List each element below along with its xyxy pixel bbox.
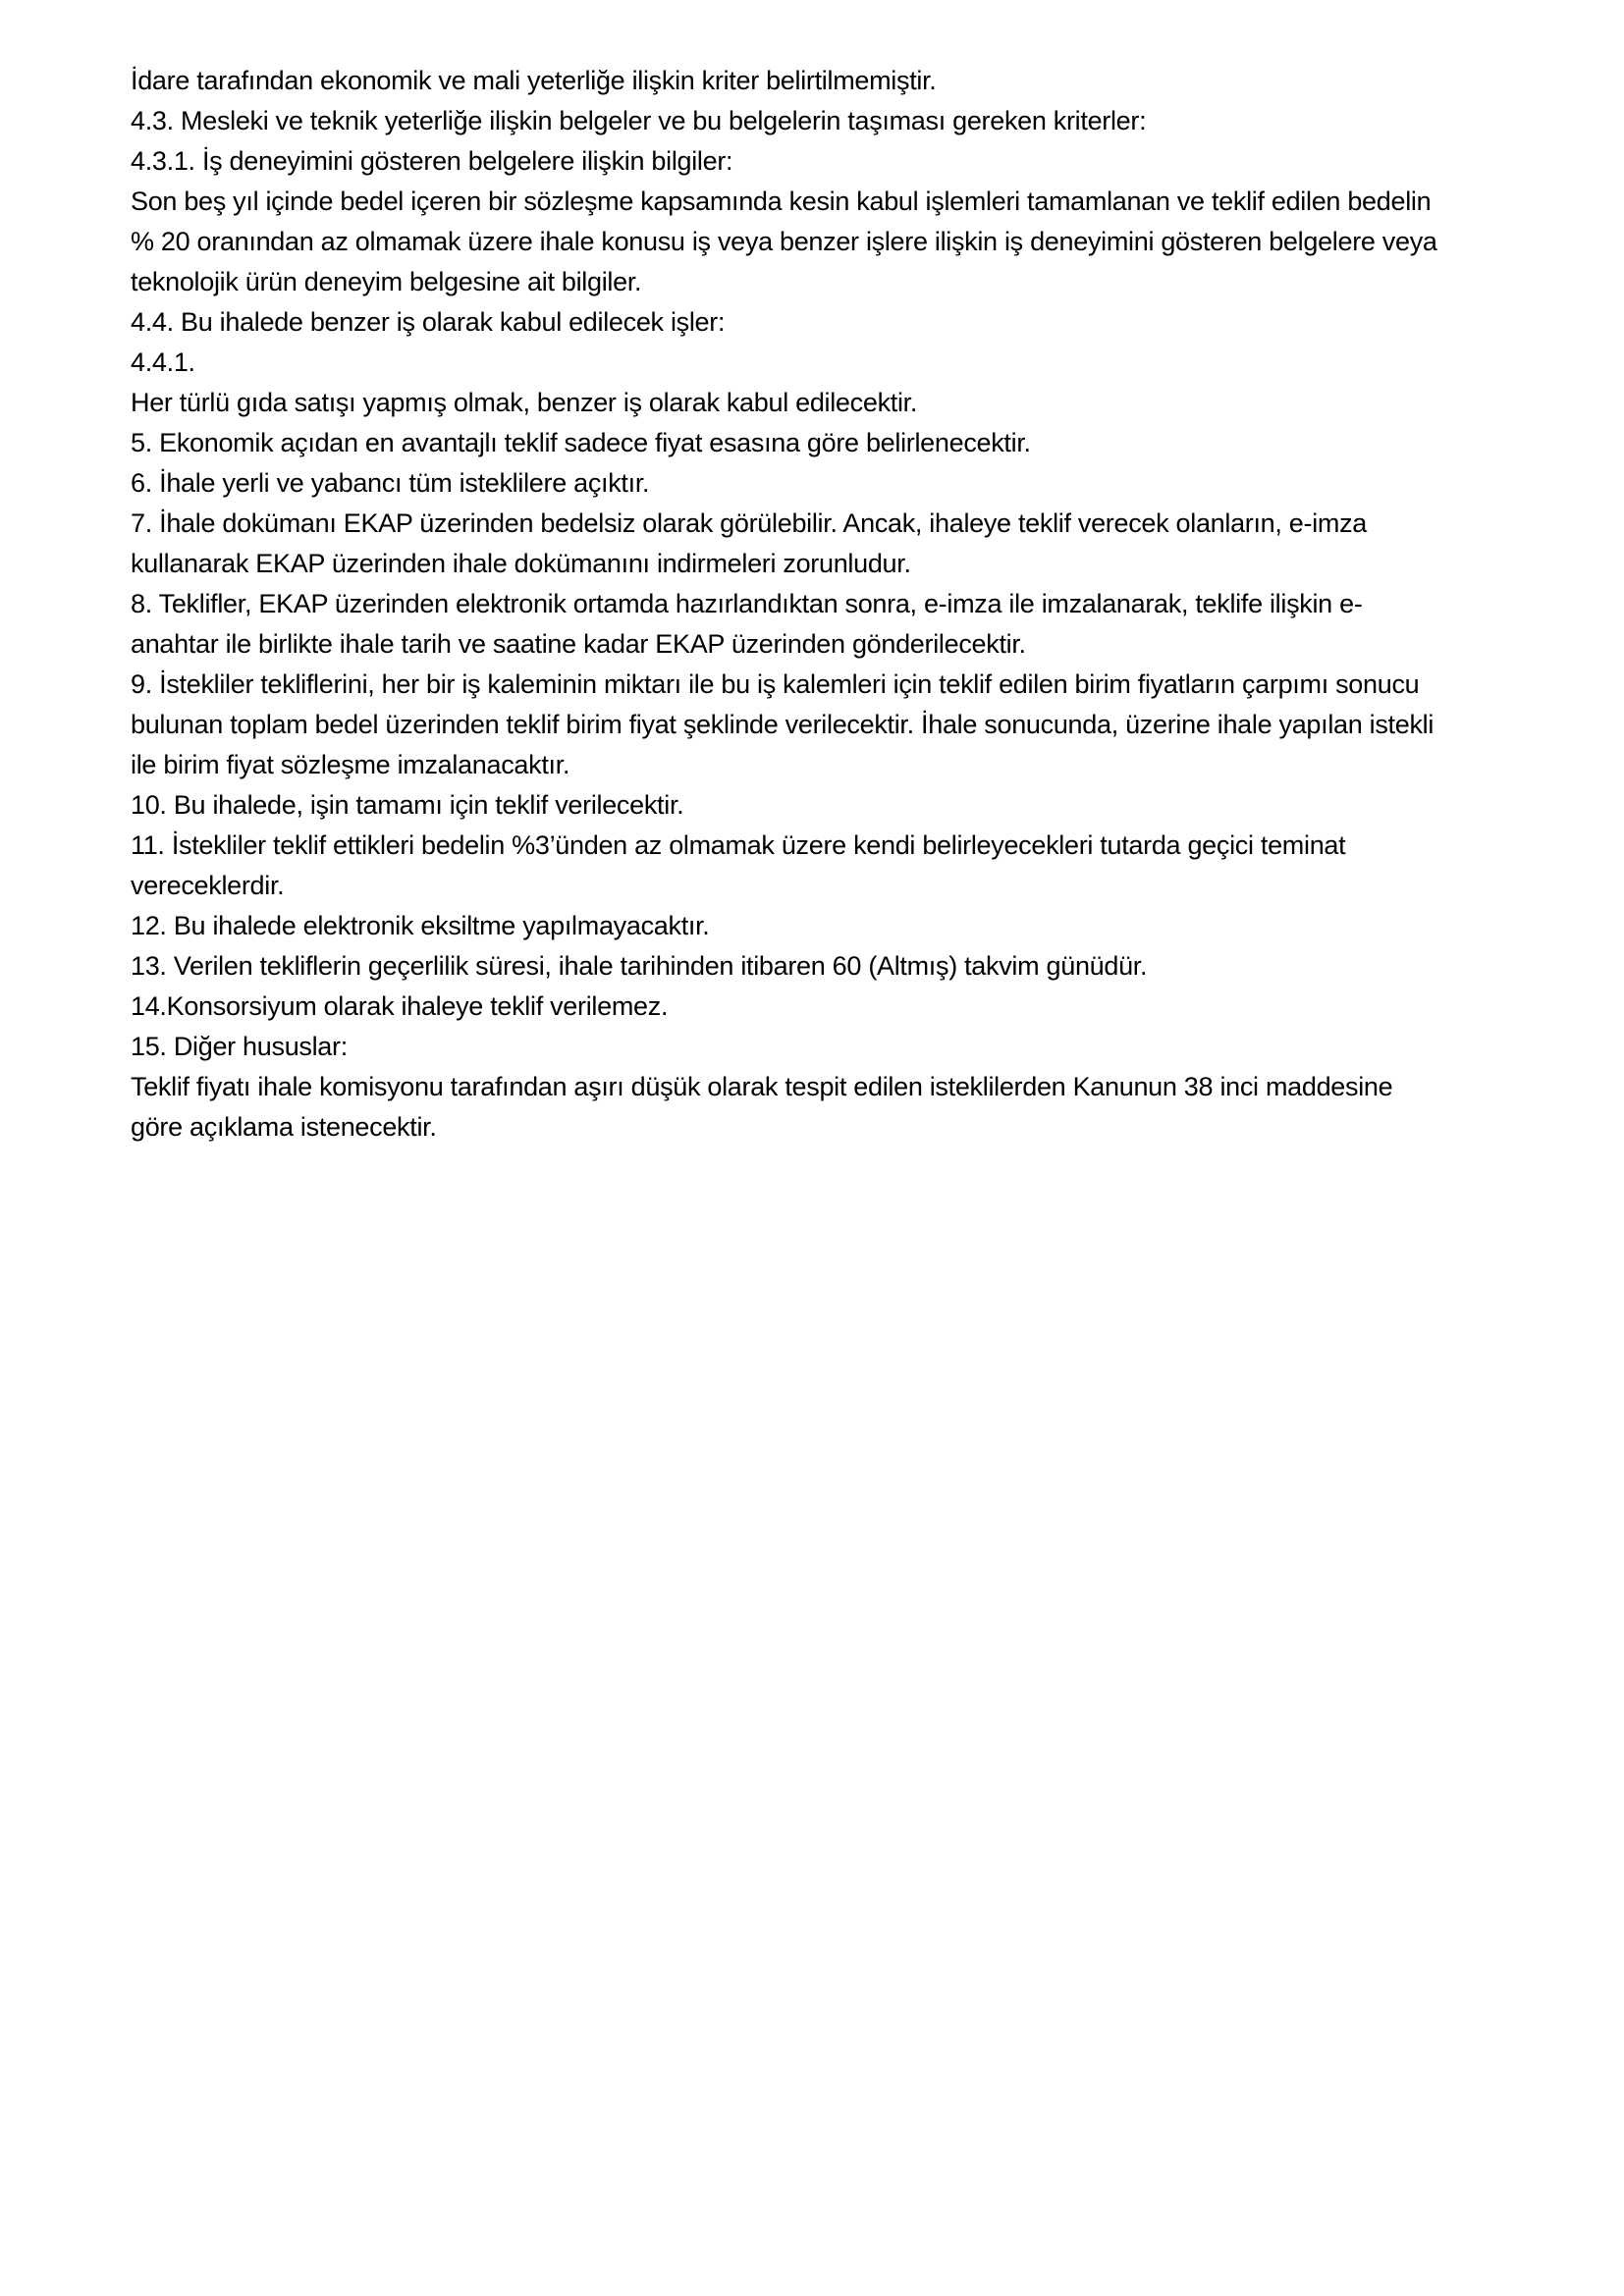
paragraph: 10. Bu ihalede, işin tamamı için teklif verilecektir. [131, 790, 684, 820]
paragraph: 8. Teklifler, EKAP üzerinden elektronik ortamda hazırlandıktan sonra, e-imza ile imzalanarak, teklife ilişkin e-anahtar ile birlikte ihale tarih ve saatine kadar EKAP üzerinden gönderilecektir. [131, 589, 1363, 659]
paragraph: 6. İhale yerli ve yabancı tüm isteklilere açıktır. [131, 468, 650, 498]
paragraph: 15. Diğer hususlar: [131, 1032, 348, 1061]
paragraph: 11. İstekliler teklif ettikleri bedelin %3’ünden az olmamak üzere kendi belirleyecekleri tutarda geçici teminat vereceklerdir. [131, 830, 1346, 900]
paragraph: İdare tarafından ekonomik ve mali yeterliğe ilişkin kriter belirtilmemiştir. [131, 66, 937, 95]
paragraph: 13. Verilen tekliflerin geçerlilik süresi, ihale tarihinden itibaren 60 (Altmış) takvim günüdür. [131, 951, 1148, 981]
paragraph: 5. Ekonomik açıdan en avantajlı teklif sadece fiyat esasına göre belirlenecektir. [131, 428, 1031, 457]
paragraph: Her türlü gıda satışı yapmış olmak, benzer iş olarak kabul edilecektir. [131, 388, 918, 417]
paragraph: 4.3. Mesleki ve teknik yeterliğe ilişkin belgeler ve bu belgelerin taşıması gereken kriterler: [131, 106, 1147, 135]
paragraph: 4.4. Bu ihalede benzer iş olarak kabul edilecek işler: [131, 307, 726, 337]
paragraph: Son beş yıl içinde bedel içeren bir sözleşme kapsamında kesin kabul işlemleri tamamlanan ve teklif edilen bedelin % 20 oranından az olmamak üzere ihale konusu iş veya benzer işlere ilişkin iş deneyimini gösteren belgelere veya teknolojik ürün deneyim belgesine ait bilgiler. [131, 187, 1437, 296]
paragraph: 4.3.1. İş deneyimini gösteren belgelere ilişkin bilgiler: [131, 146, 733, 176]
paragraph: 4.4.1. [131, 347, 195, 377]
paragraph: 12. Bu ihalede elektronik eksiltme yapılmayacaktır. [131, 911, 710, 940]
paragraph: 14.Konsorsiyum olarak ihaleye teklif verilemez. [131, 991, 669, 1021]
paragraph: 9. İstekliler tekliflerini, her bir iş kaleminin miktarı ile bu iş kalemleri için teklif edilen birim fiyatların çarpımı sonucu bulunan toplam bedel üzerinden teklif birim fiyat şeklinde verilecektir. İhale sonucunda, üzerine ihale yapılan istekli ile birim fiyat sözleşme imzalanacaktır. [131, 669, 1435, 779]
paragraph: 7. İhale dokümanı EKAP üzerinden bedelsiz olarak görülebilir. Ancak, ihaleye teklif verecek olanların, e-imza kullanarak EKAP üzerinden ihale dokümanını indirmeleri zorunludur. [131, 508, 1368, 578]
document-body [131, 61, 1442, 1148]
paragraph: Teklif fiyatı ihale komisyonu tarafından aşırı düşük olarak tespit edilen isteklilerden Kanunun 38 inci maddesine göre açıklama istenecektir. [131, 1072, 1393, 1142]
